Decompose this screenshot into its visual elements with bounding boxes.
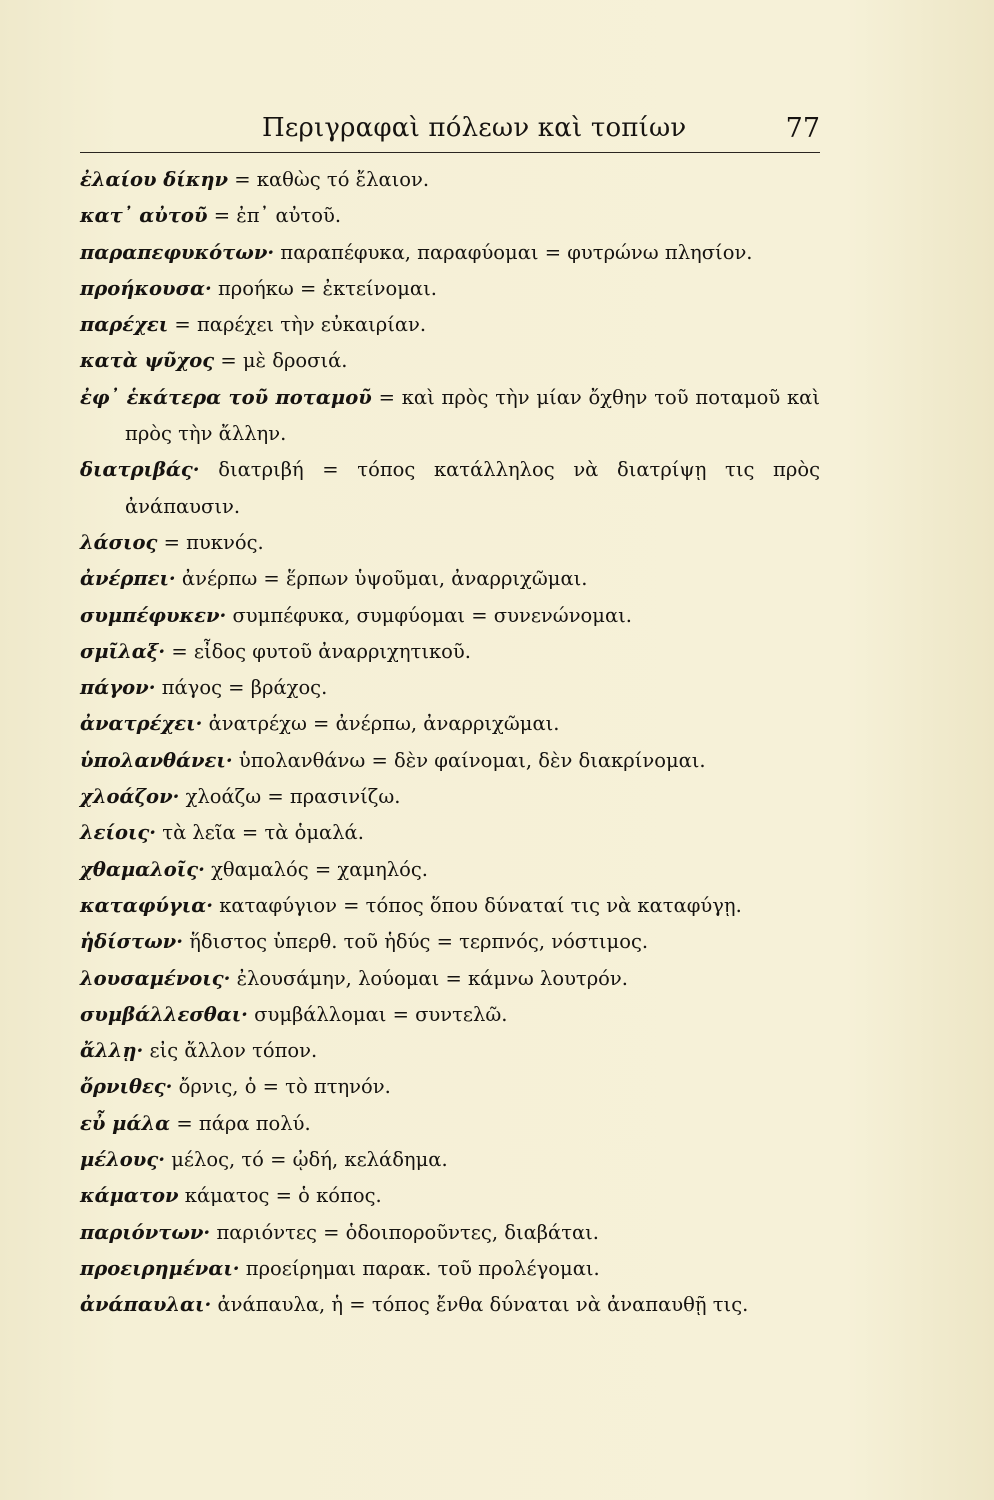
- glossary-entry: [80, 1215, 820, 1251]
- entry-definition: τὰ λεῖα = τὰ ὁμαλά.: [162, 821, 364, 845]
- glossary-entry: [80, 924, 820, 960]
- entry-definition: = πυκνός.: [163, 530, 264, 554]
- entry-definition: ὑπολανθάνω = δὲν φαίνομαι, δὲν διακρίνομαι.: [238, 748, 706, 772]
- glossary-entry: [80, 380, 820, 453]
- glossary-entry: [80, 961, 820, 997]
- glossary-entry: [80, 343, 820, 379]
- glossary-entry: [80, 162, 820, 198]
- glossary-entry: [80, 670, 820, 706]
- glossary-entry: [80, 634, 820, 670]
- entry-headword: λείοις·: [80, 821, 157, 845]
- entry-definition: χλοάζω = πρασινίζω.: [185, 785, 401, 809]
- glossary-entry: [80, 997, 820, 1033]
- entry-headword: ὑπολανθάνει·: [80, 748, 233, 772]
- header-rule: [80, 152, 820, 153]
- running-title: Περιγραφαὶ πόλεων καὶ τοπίων: [262, 113, 687, 143]
- glossary-entry: [80, 1069, 820, 1105]
- entry-definition: ἥδιστος ὑπερθ. τοῦ ἡδύς = τερπνός, νόστιμος.: [189, 930, 649, 954]
- entry-definition: = παρέχει τὴν εὐκαιρίαν.: [174, 313, 427, 337]
- entry-headword: ἡδίστων·: [80, 930, 184, 954]
- page-number: 77: [785, 113, 820, 144]
- glossary-entry: [80, 1106, 820, 1142]
- entry-headword: κάματον: [80, 1184, 179, 1208]
- entry-headword: παριόντων·: [80, 1220, 211, 1244]
- glossary-entry: [80, 198, 820, 234]
- page-header: [80, 105, 820, 147]
- glossary-list: [80, 162, 820, 1324]
- entry-headword: παρέχει: [80, 313, 169, 337]
- entry-headword: λουσαμένοις·: [80, 966, 231, 990]
- glossary-entry: [80, 1287, 820, 1323]
- glossary-entry: [80, 598, 820, 634]
- entry-definition: παραπέφυκα, παραφύομαι = φυτρώνω πλησίον.: [280, 240, 753, 264]
- entry-definition: προήκω = ἐκτείνομαι.: [217, 276, 437, 300]
- entry-definition: ὄρνις, ὁ = τὸ πτηνόν.: [178, 1075, 391, 1099]
- entry-definition: διατριβή = τόπος κατάλληλος νὰ διατρίψῃ τις πρὸς ἀνάπαυσιν.: [125, 458, 820, 518]
- entry-definition: προείρημαι παρακ. τοῦ προλέγομαι.: [245, 1256, 600, 1280]
- glossary-entry: [80, 815, 820, 851]
- entry-definition: χθαμαλός = χαμηλός.: [211, 857, 428, 881]
- entry-headword: ἀνάπαυλαι·: [80, 1293, 212, 1317]
- entry-definition: = καθὼς τό ἔλαιον.: [234, 168, 430, 191]
- glossary-entry: [80, 743, 820, 779]
- entry-headword: ἀνατρέχει·: [80, 712, 203, 736]
- entry-headword: πάγον·: [80, 676, 156, 700]
- entry-definition: ἀνέρπω = ἕρπων ὑψοῦμαι, ἀναρριχῶμαι.: [181, 567, 588, 591]
- glossary-entry: [80, 1178, 820, 1214]
- glossary-entry: [80, 779, 820, 815]
- glossary-entry: [80, 452, 820, 525]
- entry-definition: εἰς ἄλλον τόπον.: [149, 1039, 318, 1063]
- entry-headword: συμβάλλεσθαι·: [80, 1002, 248, 1026]
- entry-definition: καταφύγιον = τόπος ὅπου δύναταί τις νὰ καταφύγῃ.: [219, 893, 742, 917]
- glossary-entry: [80, 888, 820, 924]
- glossary-entry: [80, 1033, 820, 1069]
- entry-headword: ἄλλῃ·: [80, 1039, 144, 1063]
- glossary-entry: [80, 235, 820, 271]
- entry-definition: = ἐπ᾽ αὐτοῦ.: [213, 204, 342, 228]
- glossary-entry: [80, 1142, 820, 1178]
- entry-headword: ἀνέρπει·: [80, 567, 176, 591]
- glossary-entry: [80, 1251, 820, 1287]
- entry-headword: κατὰ ψῦχος: [80, 349, 215, 373]
- entry-headword: μέλους·: [80, 1148, 165, 1172]
- entry-definition: = μὲ δροσιά.: [220, 349, 348, 373]
- entry-headword: ἐλαίου δίκην: [80, 168, 229, 191]
- entry-headword: διατριβάς·: [80, 458, 200, 482]
- entry-definition: ἀνατρέχω = ἀνέρπω, ἀναρριχῶμαι.: [208, 712, 560, 736]
- entry-definition: ἀνάπαυλα, ἡ = τόπος ἔνθα δύναται νὰ ἀναπαυθῇ τις.: [217, 1293, 749, 1317]
- entry-definition: συμβάλλομαι = συντελῶ.: [254, 1002, 508, 1026]
- entry-definition: = καὶ πρὸς τὴν μίαν ὄχθην τοῦ ποταμοῦ καὶ πρὸς τὴν ἄλλην.: [125, 385, 820, 446]
- entry-definition: παριόντες = ὁδοιποροῦντες, διαβάται.: [216, 1220, 600, 1244]
- entry-headword: ὄρνιθες·: [80, 1075, 173, 1099]
- entry-headword: προήκουσα·: [80, 276, 212, 300]
- entry-definition: μέλος, τό = ᾠδή, κελάδημα.: [171, 1148, 448, 1172]
- entry-definition: πάγος = βράχος.: [161, 676, 328, 700]
- glossary-entry: [80, 271, 820, 307]
- glossary-entry: [80, 706, 820, 742]
- entry-headword: συμπέφυκεν·: [80, 603, 227, 627]
- entry-definition: ἐλουσάμην, λούομαι = κάμνω λουτρόν.: [236, 966, 628, 990]
- entry-headword: λάσιος: [80, 530, 158, 554]
- glossary-entry: [80, 561, 820, 597]
- entry-headword: προειρημέναι·: [80, 1256, 240, 1280]
- entry-headword: σμῖλαξ·: [80, 639, 166, 663]
- entry-headword: κατ᾽ αὐτοῦ: [80, 204, 208, 228]
- glossary-entry: [80, 525, 820, 561]
- entry-definition: κάματος = ὁ κόπος.: [184, 1184, 382, 1208]
- glossary-entry: [80, 852, 820, 888]
- glossary-entry: [80, 307, 820, 343]
- entry-definition: συμπέφυκα, συμφύομαι = συνενώνομαι.: [232, 603, 632, 627]
- entry-headword: καταφύγια·: [80, 893, 214, 917]
- entry-definition: = πάρα πολύ.: [176, 1111, 311, 1135]
- entry-headword: χθαμαλοῖς·: [80, 857, 205, 881]
- entry-headword: ἐφ᾽ ἑκάτερα τοῦ ποταμοῦ: [80, 385, 372, 409]
- entry-headword: χλοάζον·: [80, 785, 180, 809]
- entry-headword: εὖ μάλα: [80, 1111, 171, 1135]
- entry-definition: = εἶδος φυτοῦ ἀναρριχητικοῦ.: [171, 639, 471, 663]
- entry-headword: παραπεφυκότων·: [80, 240, 275, 264]
